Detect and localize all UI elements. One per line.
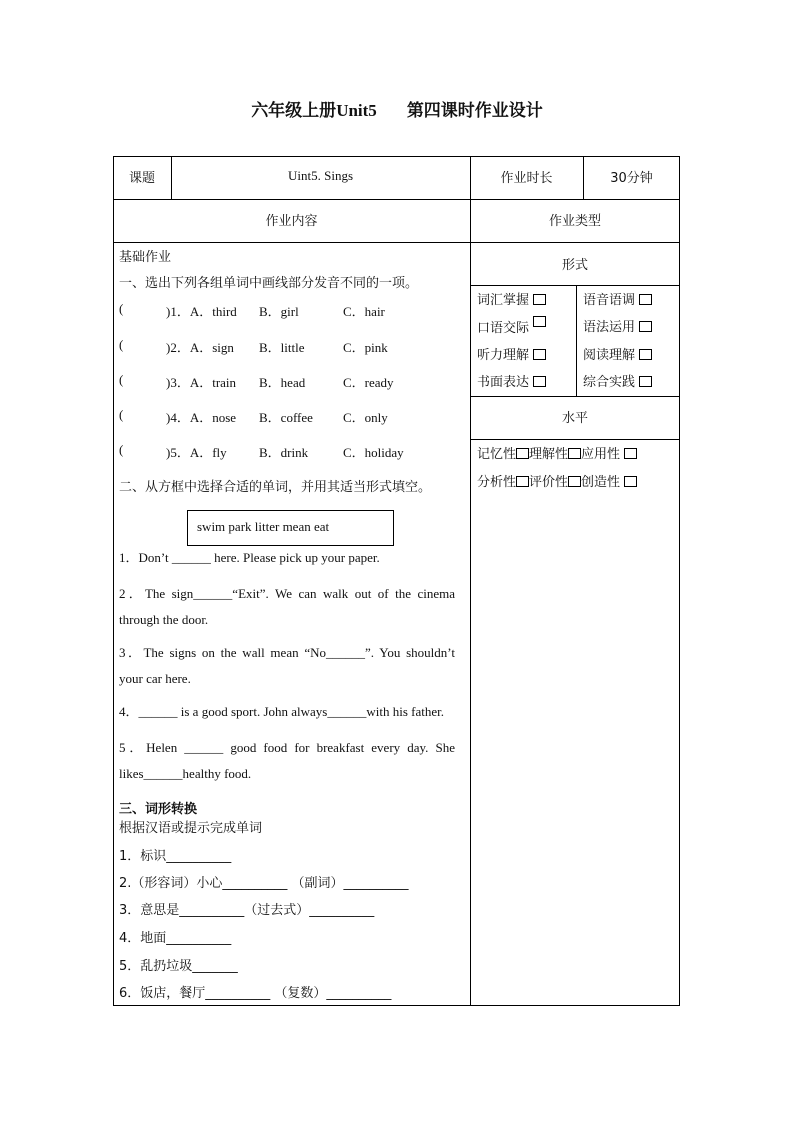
- topic-value: Uint5. Sings: [287, 168, 353, 183]
- word-item-5: 5．乱扔垃圾_______: [119, 959, 238, 974]
- checkbox[interactable]: [533, 349, 546, 360]
- form-practice: 综合实践: [583, 371, 652, 390]
- word-item-6: 6．饭店，餐厅__________ （复数）__________: [119, 986, 392, 1001]
- topic-label: 课题: [128, 171, 155, 186]
- section2-heading: 二、从方框中选择合适的单词，并用其适当形式填空。: [119, 480, 432, 495]
- page-title: 六年级上册Unit5 第四课时作业设计: [251, 101, 543, 120]
- type-label: 作业类型: [548, 214, 601, 229]
- form-label: 形式: [561, 258, 588, 273]
- form-grammar: 语法运用: [583, 316, 652, 335]
- fill-sentence-2: 2．The sign______“Exit”. We can walk out of the cinema through the door.: [119, 586, 455, 627]
- checkbox[interactable]: [639, 321, 652, 332]
- checkbox[interactable]: [624, 476, 637, 487]
- checkbox[interactable]: [639, 294, 652, 305]
- checkbox[interactable]: [516, 476, 529, 487]
- form-phonetics: 语音语调: [583, 289, 652, 308]
- word-item-2: 2.（形容词）小心__________ （副词）__________: [119, 876, 409, 891]
- basic-heading: 基础作业: [119, 250, 172, 265]
- word-item-4: 4．地面__________: [119, 931, 232, 946]
- word-item-3: 3．意思是__________（过去式）__________: [119, 903, 375, 918]
- checkbox[interactable]: [568, 448, 581, 459]
- fill-sentence-4: 4．______ is a good sport. John always______with his father.: [119, 704, 444, 719]
- fill-sentence-5: 5．Helen ______ good food for breakfast every day. She likes______healthy food.: [119, 740, 455, 781]
- level-label: 水平: [561, 411, 588, 426]
- level-row-2: 分析性 评价性 创造性: [477, 471, 637, 490]
- form-reading: 阅读理解: [583, 344, 652, 363]
- form-listening: 听力理解: [477, 344, 546, 363]
- checkbox[interactable]: [533, 376, 546, 387]
- form-writing: 书面表达: [477, 371, 546, 390]
- fill-sentence-1: 1．Don’t ______ here. Please pick up your paper.: [119, 550, 380, 565]
- checkbox[interactable]: [639, 376, 652, 387]
- section3-heading: 三、词形转换: [119, 802, 198, 817]
- form-vocab: 词汇掌握: [477, 289, 546, 308]
- word-bank-box: swim park litter mean eat: [187, 510, 394, 546]
- checkbox[interactable]: [516, 448, 529, 459]
- duration-value: 30分钟: [610, 171, 653, 186]
- duration-label: 作业时长: [500, 171, 553, 186]
- checkbox[interactable]: [533, 294, 546, 305]
- section3-instruction: 根据汉语或提示完成单词: [119, 821, 263, 836]
- section1-heading: 一、选出下列各组单词中画线部分发音不同的一项。: [119, 276, 419, 291]
- fill-sentence-3: 3．The signs on the wall mean “No______”. You shouldn’t your car here.: [119, 645, 455, 686]
- form-oral: 口语交际: [477, 316, 546, 336]
- checkbox[interactable]: [568, 476, 581, 487]
- word-item-1: 1．标识__________: [119, 849, 232, 864]
- checkbox[interactable]: [624, 448, 637, 459]
- checkbox[interactable]: [533, 316, 546, 327]
- content-label: 作业内容: [265, 214, 318, 229]
- level-row-1: 记忆性 理解性 应用性: [477, 443, 637, 462]
- checkbox[interactable]: [639, 349, 652, 360]
